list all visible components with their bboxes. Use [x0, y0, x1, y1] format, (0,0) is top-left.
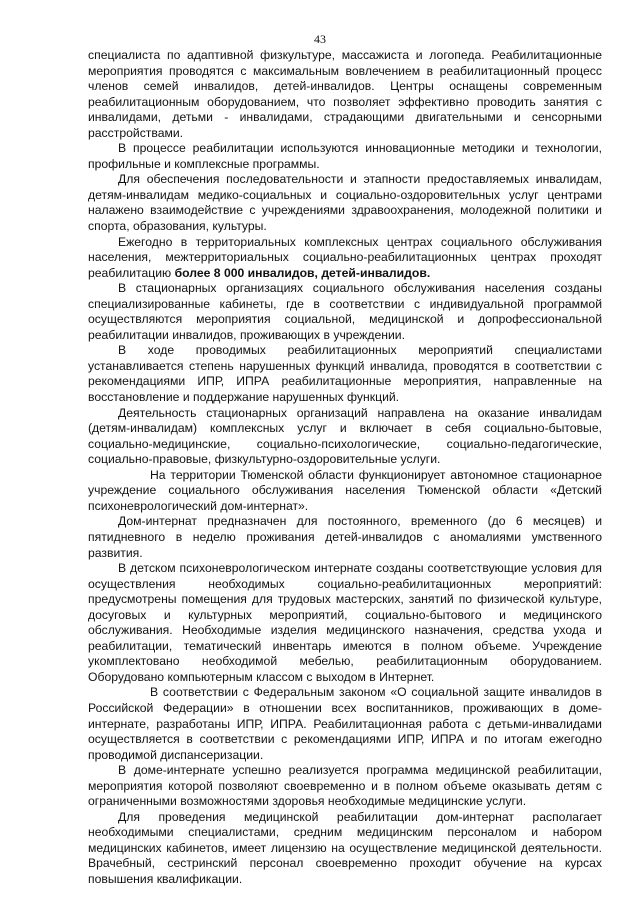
- paragraph-tyumen-institution: На территории Тюменской области функционирует автономное стационарное учреждение социального обслуживания населения Тюменской области «Детский психоневрологический дом-интернат».: [88, 467, 602, 513]
- paragraph-stationary-cabinets: В стационарных организациях социального обслуживания населения созданы специализированные кабинеты, где в соответствии с индивидуальной программой осуществляются мероприятия социальной, медицинской и допрофессиональной реабилитации инвалидов, проживающих в учреждении.: [88, 281, 602, 342]
- paragraph-home-purpose: Дом-интернат предназначен для постоянного, временного (до 6 месяцев) и пятидневного в неделю проживания детей-инвалидов с аномалиями умственного развития.: [88, 514, 602, 560]
- paragraph-annual-rehabilitation-bold: более 8 000 инвалидов, детей-инвалидов.: [174, 265, 431, 280]
- paragraph-medical-staff: Для проведения медицинской реабилитации дом-интернат располагает необходимыми специалистами, средним медицинским персоналом и набором медицинских кабинетов, имеет лицензию на осуществление медицинской деятельности. Врачебный, сестринский персонал своевременно проходит обучение на курсах повышения квалификации.: [88, 809, 602, 886]
- paragraph-innovative-methods: В процессе реабилитации используются инновационные методики и технологии, профильные и комплексные программы.: [88, 141, 602, 171]
- paragraph-interaction: Для обеспечения последовательности и этапности предоставляемых инвалидам, детям-инвалидам медико-социальных и социально-оздоровительных услуг центрами налажено взаимодействие с учреждениями здравоохранения, молодежной политики и спорта, образования, культуры.: [88, 172, 602, 234]
- paragraph-conditions: В детском психоневрологическом интернате созданы соответствующие условия для осуществления необходимых социально-реабилитационных мероприятий: предусмотрены помещения для трудовых мастерских, занятий по физической культуре, досуговых и культурных мероприятий, социально-бытового и медицинского обслуживания. Необходимые изделия медицинского назначения, средства ухода и реабилитации, тематический инвентарь имеются в полном объеме. Учреждение укомплектовано необходимой мебелью, реабилитационным оборудованием. Оборудовано компьютерным классом с выходом в Интернет.: [88, 561, 602, 684]
- paragraph-rehabilitation-measures: В ходе проводимых реабилитационных мероприятий специалистами устанавливается степень нарушенных функций инвалида, проводятся в соответствии с рекомендациями ИПР, ИПРА реабилитационные мероприятия, направленные на восстановление и поддержание нарушенных функций.: [88, 343, 602, 405]
- document-body: [88, 48, 602, 888]
- paragraph-medical-program: В доме-интернате успешно реализуется программа медицинской реабилитации, мероприятия которой позволяют своевременно и в полном объеме оказывать детям с ограниченными возможностями здоровья необходимые медицинские услуги.: [88, 763, 602, 809]
- paragraph-annual-rehabilitation-text: Ежегодно в территориальных комплексных центрах социального обслуживания населения, межтерриториальных социально-реабилитационных центрах проходят реабилитацию: [88, 234, 602, 280]
- paragraph-federal-law: В соответствии с Федеральным законом «О социальной защите инвалидов в Российской Федерации» в отношении всех воспитанников, проживающих в доме-интернате, разработаны ИПР, ИПРА. Реабилитационная работа с детьми-инвалидами осуществляется в соответствии с рекомендациями ИПР, ИПРА и по итогам ежегодно проводимой диспансеризации.: [88, 685, 602, 762]
- paragraph-continuation: специалиста по адаптивной физкультуре, массажиста и логопеда. Реабилитационные мероприятия проводятся с максимальным вовлечением в реабилитационный процесс членов семей инвалидов, детей-инвалидов. Центры оснащены современным реабилитационным оборудованием, что позволяет эффективно проводить занятия с инвалидами, детьми - инвалидами, страдающими двигательными и сенсорными расстройствами.: [88, 48, 602, 140]
- page-number: 43: [314, 32, 326, 46]
- paragraph-annual-rehabilitation: [88, 235, 602, 282]
- paragraph-stationary-activity: Деятельность стационарных организаций направлена на оказание инвалидам (детям-инвалидам) комплексных услуг и включает в себя социально-бытовые, социально-медицинские, социально-психологические, социально-педагогические, социально-правовые, физкультурно-оздоровительные услуги.: [88, 405, 602, 467]
